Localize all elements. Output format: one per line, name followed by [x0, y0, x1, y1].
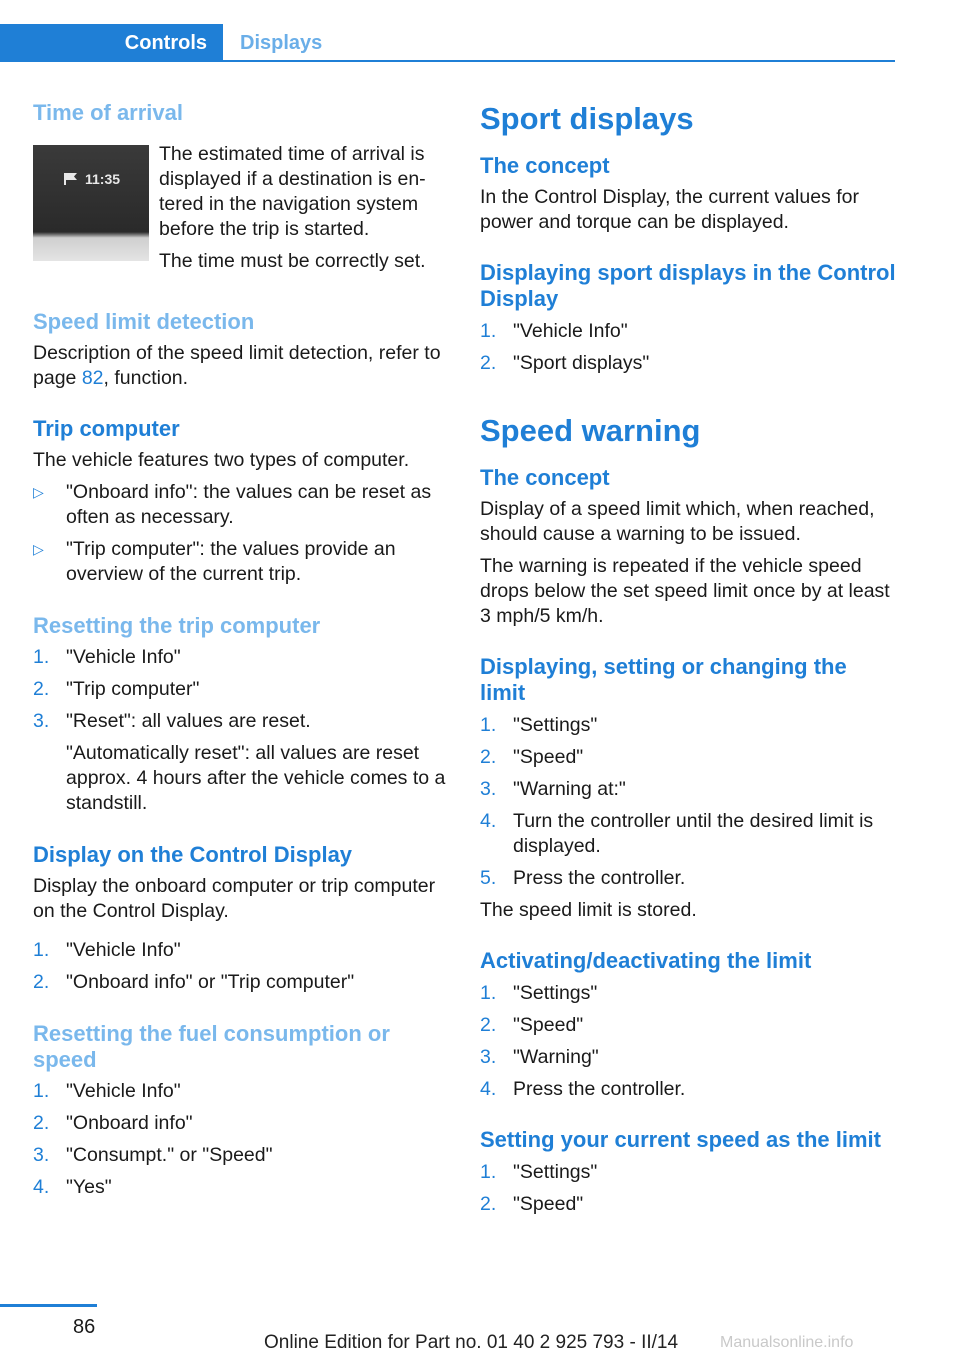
- list-item: 1. "Vehicle Info": [480, 320, 628, 342]
- flag-icon: [63, 172, 79, 186]
- watermark: Manualsonline.info: [720, 1334, 854, 1351]
- footer-rule: [0, 1304, 97, 1307]
- trip-bullets: [33, 480, 451, 587]
- list-item: 2. "Speed": [480, 746, 584, 768]
- list-item: 1. "Vehicle Info": [33, 1080, 181, 1102]
- reset-trip-title: Resetting the trip computer: [33, 613, 321, 638]
- speed-limit-text: Description of the speed limit detection, refer to page 82, function.: [33, 342, 441, 389]
- list-item: 1. "Settings": [480, 1161, 598, 1183]
- arrival-note: The time must be correctly set.: [159, 250, 426, 272]
- list-item: ▷ "Onboard info": the values can be reset as often as necessary.: [33, 481, 432, 528]
- warning-concept-p1: Display of a speed limit which, when reached, should cause a warning to be issued.: [480, 498, 875, 545]
- list-item: 4. Press the controller.: [480, 1078, 686, 1100]
- tab-displays-label: Displays: [240, 31, 323, 54]
- arrival-clock-time: 11:35: [85, 171, 121, 187]
- warning-concept-title: The concept: [480, 465, 610, 490]
- warning-stored-text: The speed limit is stored.: [480, 899, 697, 921]
- warning-title: Speed warning: [480, 413, 701, 448]
- list-item: 2. "Speed": [480, 1193, 584, 1215]
- display-cd-steps: [33, 938, 451, 995]
- left-column: [33, 100, 451, 1200]
- trip-title: Trip computer: [33, 416, 180, 441]
- arrival-display-image: [33, 145, 149, 261]
- speed-limit-title: Speed limit detection: [33, 309, 255, 334]
- reset-fuel-title: Resetting the fuel consumption or speed: [33, 1021, 390, 1072]
- list-item: 3. "Warning at:": [480, 778, 626, 800]
- tab-displays: [240, 24, 322, 62]
- list-item: 4. Turn the controller until the desired limit is displayed.: [480, 810, 874, 857]
- sport-concept-text: In the Control Display, the current values for power and torque can be displayed.: [480, 186, 859, 233]
- list-item: 1. "Vehicle Info": [33, 939, 181, 961]
- reset-fuel-steps: [33, 1079, 451, 1200]
- reset-trip-section: [33, 613, 451, 816]
- triangle-bullet-icon: ▷: [33, 484, 44, 500]
- speed-limit-section: [33, 309, 451, 391]
- sport-title: Sport displays: [480, 101, 694, 136]
- display-cd-intro: Display the onboard computer or trip computer on the Control Display.: [33, 875, 436, 922]
- warning-activate-title: Activating/deactivating the limit: [480, 948, 812, 973]
- list-item: 5. Press the controller.: [480, 867, 686, 889]
- right-column: [480, 100, 898, 1217]
- list-item: 1. "Settings": [480, 714, 598, 736]
- warning-set-steps: [480, 713, 898, 891]
- warning-concept-p2: The warning is repeated if the vehicle speed drops below the set speed limit once by at least 3 mph/5 km/h.: [480, 555, 890, 627]
- warning-current-steps: [480, 1160, 898, 1217]
- warning-set-title: Displaying, setting or changing the limit: [480, 654, 847, 705]
- arrival-text: The estimated time of arrival is displayed if a destination is en‐ tered in the navigation system before the trip is started.: [159, 143, 426, 240]
- list-item: ▷ "Trip computer": the values provide an overview of the current trip.: [33, 538, 396, 585]
- list-item: 1. "Settings": [480, 982, 598, 1004]
- list-item: 3. "Consumpt." or "Speed": [33, 1144, 273, 1166]
- trip-intro: The vehicle features two types of computer.: [33, 449, 410, 471]
- list-item: 2. "Onboard info" or "Trip computer": [33, 971, 355, 993]
- tab-controls-label: Controls: [124, 31, 207, 54]
- warning-activate-steps: [480, 981, 898, 1102]
- list-item: 2. "Onboard info": [33, 1112, 193, 1134]
- list-item: 2. "Trip computer": [33, 678, 200, 700]
- list-item: 3. "Reset": all values are reset. "Automatically reset": all values are reset approx. 4 hours after the vehicle comes to a standstill.: [33, 710, 446, 814]
- arrival-title: Time of arrival: [33, 100, 183, 125]
- page-number: 86: [73, 1316, 96, 1338]
- warning-current-title: Setting your current speed as the limit: [480, 1127, 881, 1152]
- arrival-clock: [63, 171, 120, 187]
- list-item: 1. "Vehicle Info": [33, 646, 181, 668]
- display-cd-section: [33, 842, 451, 995]
- list-item: 2. "Speed": [480, 1014, 584, 1036]
- sport-display-steps: [480, 319, 898, 376]
- edition-text: Online Edition for Part no. 01 40 2 925 793 - II/14: [264, 1332, 679, 1353]
- list-item: 3. "Warning": [480, 1046, 599, 1068]
- list-item: 2. "Sport displays": [480, 352, 650, 374]
- page-link[interactable]: 82: [81, 367, 104, 389]
- list-item: 4. "Yes": [33, 1176, 112, 1198]
- sport-concept-title: The concept: [480, 153, 610, 178]
- sport-display-title: Displaying sport displays in the Control Display: [480, 260, 896, 311]
- display-cd-title: Display on the Control Display: [33, 842, 353, 867]
- trip-section: [33, 416, 451, 587]
- reset-trip-steps: [33, 645, 451, 816]
- arrival-section: [33, 100, 451, 275]
- reset-fuel-section: [33, 1021, 451, 1200]
- tab-controls: [0, 24, 223, 62]
- triangle-bullet-icon: ▷: [33, 541, 44, 557]
